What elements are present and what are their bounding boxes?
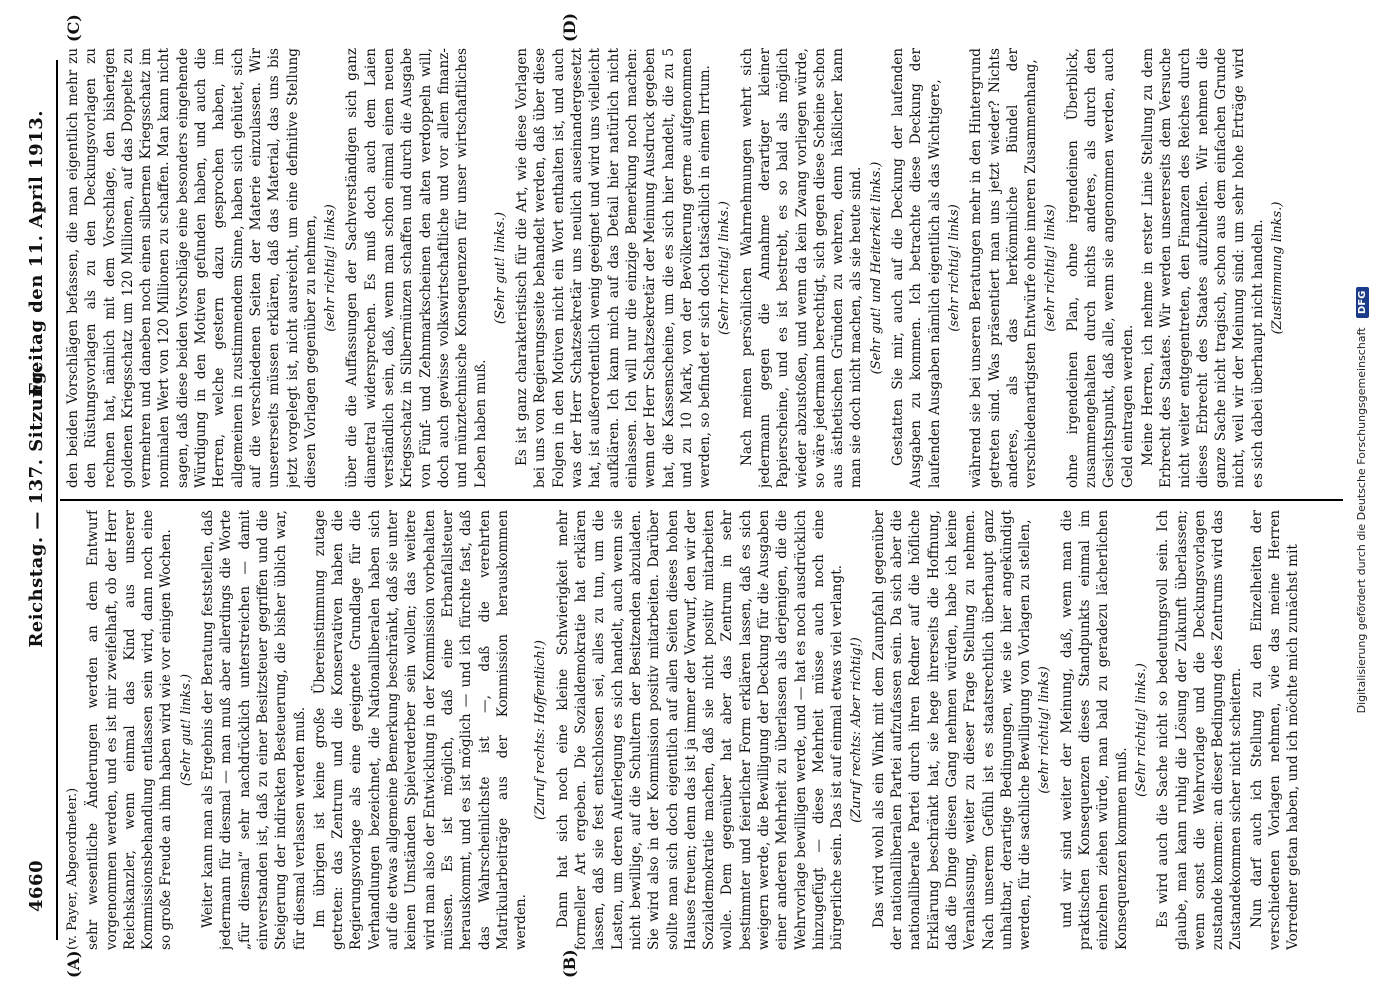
paragraph: Dann hat sich noch eine kleine Schwierigkeit mehr formeller Art ergeben. Die Sozialdemokratie hat erklären lassen, daß sie fest entschlossen sei, alles zu tun, um die Lasten, um deren Auferlegung es sich handelt, auch wenn sie nicht bewillige, auf die Schultern der Besitzenden abzuladen. Sie wird also in der Kommission positiv mitarbeiten. Darüber sollte man sich doch eigentlich auf allen Seiten dieses hohen Hauses freuen; denn das ist ja immer der Vorwurf, den wir der Sozialdemokratie machen, daß sie nicht positiv mitarbeiten wolle. Dem gegenüber hat aber das Zentrum in sehr bestimmter und feierlicher Form erklären lassen, daß es sich weigern werde, die Bewilligung der Deckung für die Ausgaben einer anderen Mehrheit zu überlassen als derjenigen, die die Wehrvorlage bewilligen werde, und — hat es noch ausdrücklich hinzugefügt — diese Mehrheit müsse auch noch eine bürgerliche sein. Das ist auf einmal etwas viel verlangt. [554, 510, 846, 950]
marker-d: (D) [560, 12, 579, 42]
paragraph: während sie bei unseren Beratungen mehr in den Hintergrund getreten sind. Was präsentiert man uns jetzt wieder? Nichts anderes, als das herkömmliche Bündel der verschiedenartigsten Entwürfe ohne inneren Zusammenhang, [968, 48, 1040, 488]
paragraph: ohne irgendeinen Plan, ohne irgendeinen Überblick, zusammengehalten durch nichts anderes, als durch den Gesichtspunkt, daß alle, wenn sie angenommen werden, auch Geld eintragen werden. [1064, 48, 1136, 488]
page-header [26, 40, 54, 972]
marker-c: (C) [64, 14, 83, 42]
page-number: 4660 [26, 859, 47, 912]
marker-a: (A) [64, 950, 83, 978]
paragraph: Das wird wohl als ein Wink mit dem Zaunpfahl gegenüber der nationalliberalen Partei aufzufassen sein. Da sich aber die nationalliberale Partei durch ihren Redner auf die höfliche Erklärung beschränkt hat, sie hege ihrerseits die Hoffnung, daß die Dinge diesen Gang nehmen würden, habe ich keine Veranlassung, weiter zu dieser Frage Stellung zu nehmen. Nach unserem Gefühl ist es staatsrechtlich überhaupt ganz unhaltbar, derartige Bedingungen, wie sie hier angekündigt werden, für die sachliche Bewilligung von Vorlagen zu stellen, [870, 510, 1034, 950]
interjection: (Sehr gut! und Heiterkeit links.) [868, 161, 884, 375]
interjection: (Sehr gut! links.) [178, 673, 194, 787]
paragraph: und wir sind weiter der Meinung, daß, wenn man die praktischen Konsequenzen dieses Standpunkts einmal im einzelnen ziehen würde, man bald zu geradezu lächerlichen Konsequenzen kommen muß. [1058, 510, 1130, 950]
left-column [64, 510, 1343, 950]
digitization-credit [1355, 0, 1369, 1000]
interjection: (Zuruf rechts: Aber richtig!) [849, 637, 865, 823]
interjection: (sehr richtig! links) [323, 204, 339, 332]
right-column [64, 48, 1343, 488]
interjection: (Zustimmung links.) [1270, 201, 1285, 335]
header-rule [56, 60, 58, 940]
paragraph: den beiden Vorschlägen befassen, die man eigentlich mehr zu den Rüstungsvorlagen als zu den Deckungsvorlagen zu rechnen hat, nämlich mit dem Vorschlage, den bisherigen goldenen Kriegsschatz um 120 Millionen, auf das Doppelte zu vermehren und daneben noch einen silbernen Kriegsschatz im nominalen Wert von 120 Millionen zu schaffen. Man kann nicht sagen, daß diese beiden Vorschläge eine besonders eingehende Würdigung in den Motiven gefunden haben, und auch die Herren, welche gestern dazu gesprochen haben, im allgemeinen in zustimmendem Sinne, haben sich gehütet, sich auf die verschiedenen Seiten der Materie einzulassen. Wir unsererseits müssen erklären, daß das Material, das uns bis jetzt vorgelegt ist, nicht ausreicht, um eine definitive Stellung diesen Vorlagen gegenüber zu nehmen, [65, 48, 319, 488]
paragraph: Im übrigen ist keine große Übereinstimmung zutage getreten: das Zentrum und die Konservativen haben die Regierungsvorlage als eine geeignete Grundlage für die Verhandlungen bezeichnet, die Nationalliberalen haben sich auf die etwas allgemeine Bemerkung beschränkt, daß sie unter keinen Umständen Spielverderber sein wollen; das weitere wird man also der Entwicklung in der Kommission vorbehalten müssen. Es ist möglich, daß eine Erbanfallsteuer herauskommt, und es ist möglich — und ich fürchte fast, daß das Wahrscheinlichste ist —, daß die verehrten Matrikularbeiträge aus der Kommission herauskommen werden. [311, 510, 530, 950]
paragraph: Weiter kann man als Ergebnis der Beratung feststellen, daß jedermann für diesmal — man muß aber allerdings die Worte „für diesmal“ sehr nachdrücklich unterstreichen — damit einverstanden ist, daß zu einer Besitzsteuer gegriffen und die Steigerung der indirekten Besteuerung, die bisher üblich war, für diesmal verlassen werden muß. [200, 510, 308, 950]
session-date: Freitag den 11. April 1913. [26, 110, 47, 396]
paragraph: Nun darf auch ich Stellung zu den Einzelheiten der verschiedenen Vorlagen nehmen, wie das meine Herren Vorredner getan haben, und ich möchte mich zunächst mit [1248, 510, 1302, 950]
interjection: (sehr richtig! links) [1037, 666, 1053, 794]
interjection: (sehr richtig! links) [1043, 204, 1059, 332]
paragraph: Es wird auch die Sache nicht so bedeutungsvoll sein. Ich glaube, man kann ruhig die Lösung der Zukunft überlassen; wenn sonst die Wehrvorlage und die Deckungsvorlagen zustande kommen: an dieser Bedingung des Zentrums wird das Zustandekommen sicher nicht scheitern. [1155, 510, 1245, 950]
paragraph: Nach meinen persönlichen Wahrnehmungen wehrt sich jedermann gegen die Annahme derartiger kleiner Papierscheine, und es ist bestrebt, es so bald als möglich wieder abzustoßen, und wenn da kein Zwang vorliegen würde, so wäre jedermann berechtigt, sich gegen diese Scheine schon aus ästhetischen Gründen zu wehren, denn häßlicher kann man sie doch nicht machen, als sie heute sind. [738, 48, 865, 488]
credit-text: Digitalisierung gefördert durch die Deutsche Forschungsgemeinschaft [1355, 327, 1368, 714]
interjection: (Zuruf rechts: Hoffentlich!) [533, 640, 549, 820]
paragraph: sehr wesentliche Änderungen werden an dem Entwurf vorgenommen werden, und es ist mir zweifelhaft, ob der Herr Reichskanzler, wenn einmal das Kind aus unserer Kommissionsbehandlung entlassen sein wird, dann noch eine so große Freude an ihm haben wird wie vor einigen Wochen. [85, 510, 175, 950]
interjection: (Sehr richtig! links.) [717, 201, 733, 335]
interjection: (Sehr gut! links.) [492, 211, 508, 325]
marker-b: (B) [560, 949, 579, 978]
interjection: (sehr richtig! links) [946, 204, 962, 332]
paragraph: Meine Herren, ich nehme in erster Linie Stellung zu dem Erbrecht des Staates. Wir werden unsererseits dem Versuche nicht weiter entgegentreten, den Finanzen des Reiches durch dieses Erbrecht des Staates aufzuhelfen. Wir nehmen die ganze Sache nicht tragisch, schon aus dem einfachen Grunde nicht, weil wir der Meinung sind: um sehr hohe Erträge wird es sich dabei überhaupt nicht handeln. [1139, 48, 1266, 488]
paragraph: Es ist ganz charakteristisch für die Art, wie diese Vorlagen bei uns von Regierungsseite behandelt werden, daß über diese Folgen in den Motiven nicht ein Wort enthalten ist, und auch was der Herr Schatzsekretär uns neulich auseinandergesetzt hat, ist außerordentlich wenig geeignet und wird uns vielleicht aufklären. Ich kann mich auf das Detail hier natürlich nicht einlassen. Ich will nur die einzige Bemerkung noch machen: wenn der Herr Schatzsekretär der Meinung Ausdruck gegeben hat, die Kassenscheine, um die es sich hier handelt, die zu 5 und zu 10 Mark, von der Bevölkerung gerne aufgenommen werden, so befindet er sich doch tatsächlich in einem Irrtum. [514, 48, 714, 488]
column-divider [60, 499, 1343, 501]
session-title: Reichstag. — 137. Sitzung. [26, 364, 47, 648]
paragraph: über die die Auffassungen der Sachverständigen sich ganz diametral widersprechen. Es muß doch auch dem Laien verständlich sein, daß, wenn man schon einmal einen neuen Kriegsschatz in Silbermünzen schaffen und durch die Ausgabe von Fünf- und Zehnmarkscheinen den alten verdoppeln will, doch auch gewisse volkswirtschaftliche und vor allem finanz- und münztechnische Konsequenzen für unser wirtschaftliches Leben haben muß. [344, 48, 489, 488]
paragraph: Gestatten Sie mir, auch auf die Deckung der laufenden Ausgaben zu kommen. Ich betrachte diese Deckung der laufenden Ausgaben nämlich eigentlich als das Wichtigere, [890, 48, 943, 488]
speaker-label: (v. Payer, Abgeordneter.) [65, 787, 80, 950]
interjection: (Sehr richtig! links.) [1133, 663, 1149, 797]
dfg-logo: DFG [1356, 287, 1369, 318]
